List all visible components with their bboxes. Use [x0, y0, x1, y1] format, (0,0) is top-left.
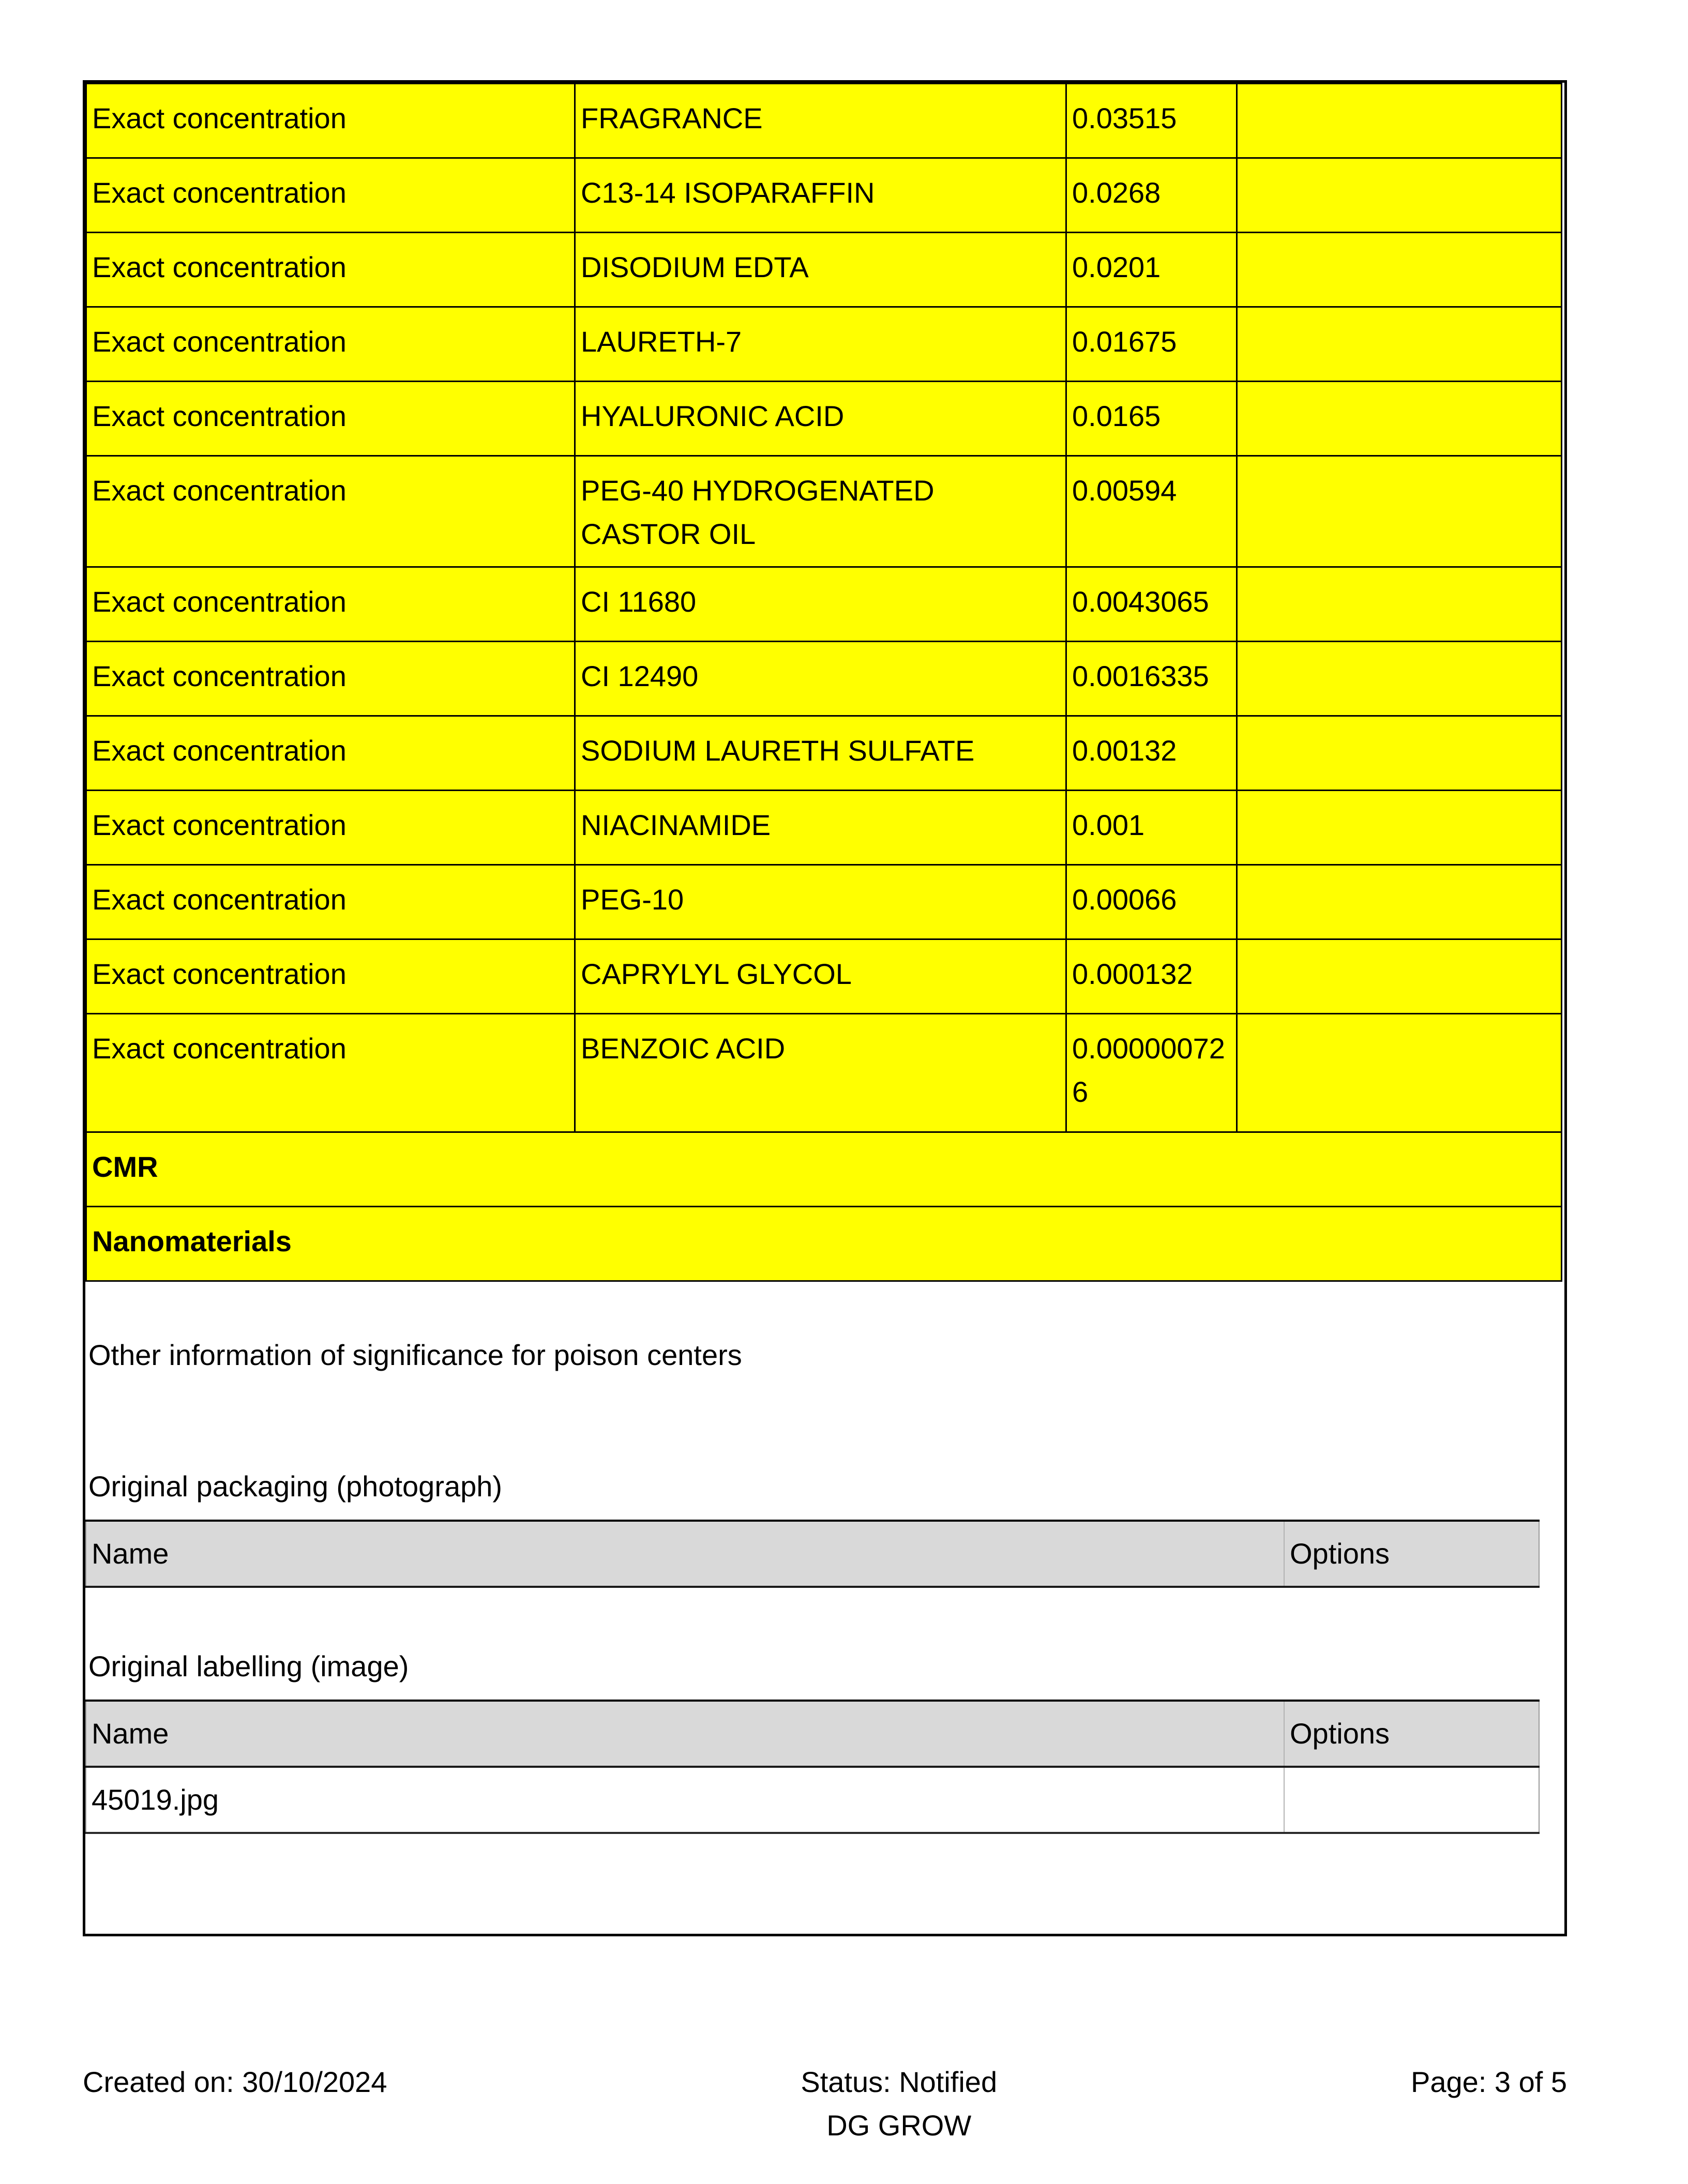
file-options-cell — [1284, 1767, 1539, 1833]
concentration-type-cell: Exact concentration — [86, 939, 575, 1014]
cmr-label: CMR — [86, 1132, 1562, 1207]
empty-cell — [1237, 233, 1562, 307]
table-row — [86, 642, 1562, 716]
concentration-type-cell: Exact concentration — [86, 716, 575, 791]
organisation-text: DG GROW — [826, 2109, 972, 2142]
page-border-box — [83, 80, 1567, 1936]
concentration-value: 0.0165 — [1066, 382, 1237, 456]
status-block — [801, 2060, 997, 2147]
empty-cell — [1237, 1014, 1562, 1132]
packaging-section-heading: Original packaging (photograph) — [88, 1470, 503, 1503]
options-column-header: Options — [1284, 1521, 1539, 1587]
empty-cell — [1237, 939, 1562, 1014]
ingredient-name: NIACINAMIDE — [575, 791, 1066, 865]
table-row — [86, 84, 1562, 158]
concentration-type-cell: Exact concentration — [86, 567, 575, 642]
empty-cell — [1237, 158, 1562, 233]
ingredient-name: HYALURONIC ACID — [575, 382, 1066, 456]
ingredient-name: PEG-40 HYDROGENATED CASTOR OIL — [575, 456, 1066, 567]
concentration-type-cell: Exact concentration — [86, 456, 575, 567]
concentration-value: 0.01675 — [1066, 307, 1237, 382]
concentration-value: 0.00594 — [1066, 456, 1237, 567]
ingredient-name: SODIUM LAURETH SULFATE — [575, 716, 1066, 791]
ingredient-name: DISODIUM EDTA — [575, 233, 1066, 307]
empty-cell — [1237, 84, 1562, 158]
concentration-value: 0.03515 — [1066, 84, 1237, 158]
ingredient-name: CI 11680 — [575, 567, 1066, 642]
table-row — [86, 716, 1562, 791]
table-row — [86, 939, 1562, 1014]
concentration-type-cell: Exact concentration — [86, 84, 575, 158]
concentration-value: 0.000000726 — [1066, 1014, 1237, 1132]
concentration-type-cell: Exact concentration — [86, 307, 575, 382]
options-column-header: Options — [1284, 1701, 1539, 1767]
ingredient-name: FRAGRANCE — [575, 84, 1066, 158]
nanomaterials-row — [86, 1207, 1562, 1281]
table-row — [86, 233, 1562, 307]
concentration-value: 0.0016335 — [1066, 642, 1237, 716]
labelling-section-heading: Original labelling (image) — [88, 1650, 409, 1682]
labelling-table — [85, 1700, 1540, 1834]
table-row — [86, 567, 1562, 642]
concentration-type-cell: Exact concentration — [86, 791, 575, 865]
concentration-value: 0.00066 — [1066, 865, 1237, 939]
page-footer — [83, 2060, 1567, 2147]
exact-concentration-table — [85, 83, 1562, 1282]
empty-cell — [1237, 567, 1562, 642]
nanomaterials-label: Nanomaterials — [86, 1207, 1562, 1281]
empty-cell — [1237, 307, 1562, 382]
table-row — [86, 865, 1562, 939]
ingredient-name: PEG-10 — [575, 865, 1066, 939]
concentration-value: 0.000132 — [1066, 939, 1237, 1014]
concentration-type-cell: Exact concentration — [86, 865, 575, 939]
concentration-value: 0.0268 — [1066, 158, 1237, 233]
ingredient-name: BENZOIC ACID — [575, 1014, 1066, 1132]
concentration-type-cell: Exact concentration — [86, 158, 575, 233]
table-header-row — [86, 1701, 1539, 1767]
other-info-heading: Other information of significance for poison centers — [88, 1339, 742, 1371]
table-row — [86, 307, 1562, 382]
table-row — [86, 791, 1562, 865]
concentration-value: 0.001 — [1066, 791, 1237, 865]
created-on-text: Created on: 30/10/2024 — [83, 2066, 387, 2098]
ingredient-name: CI 12490 — [575, 642, 1066, 716]
ingredient-name: C13-14 ISOPARAFFIN — [575, 158, 1066, 233]
status-text: Status: Notified — [801, 2066, 998, 2098]
empty-cell — [1237, 716, 1562, 791]
concentration-type-cell: Exact concentration — [86, 382, 575, 456]
name-column-header: Name — [86, 1521, 1284, 1587]
table-row — [86, 456, 1562, 567]
concentration-type-cell: Exact concentration — [86, 233, 575, 307]
empty-cell — [1237, 791, 1562, 865]
page-number-text: Page: 3 of 5 — [1410, 2066, 1567, 2098]
concentration-type-cell: Exact concentration — [86, 642, 575, 716]
table-row — [86, 382, 1562, 456]
file-name-cell: 45019.jpg — [92, 1783, 219, 1816]
table-row — [86, 158, 1562, 233]
table-row — [86, 1014, 1562, 1132]
concentration-type-cell: Exact concentration — [86, 1014, 575, 1132]
empty-cell — [1237, 456, 1562, 567]
table-header-row — [86, 1521, 1539, 1587]
cmr-row — [86, 1132, 1562, 1207]
concentration-value: 0.0043065 — [1066, 567, 1237, 642]
concentration-value: 0.0201 — [1066, 233, 1237, 307]
concentration-value: 0.00132 — [1066, 716, 1237, 791]
name-column-header: Name — [86, 1701, 1284, 1767]
ingredient-name: CAPRYLYL GLYCOL — [575, 939, 1066, 1014]
empty-cell — [1237, 382, 1562, 456]
packaging-table — [85, 1520, 1540, 1588]
empty-cell — [1237, 865, 1562, 939]
ingredient-name: LAURETH-7 — [575, 307, 1066, 382]
file-row — [86, 1767, 1539, 1833]
empty-cell — [1237, 642, 1562, 716]
